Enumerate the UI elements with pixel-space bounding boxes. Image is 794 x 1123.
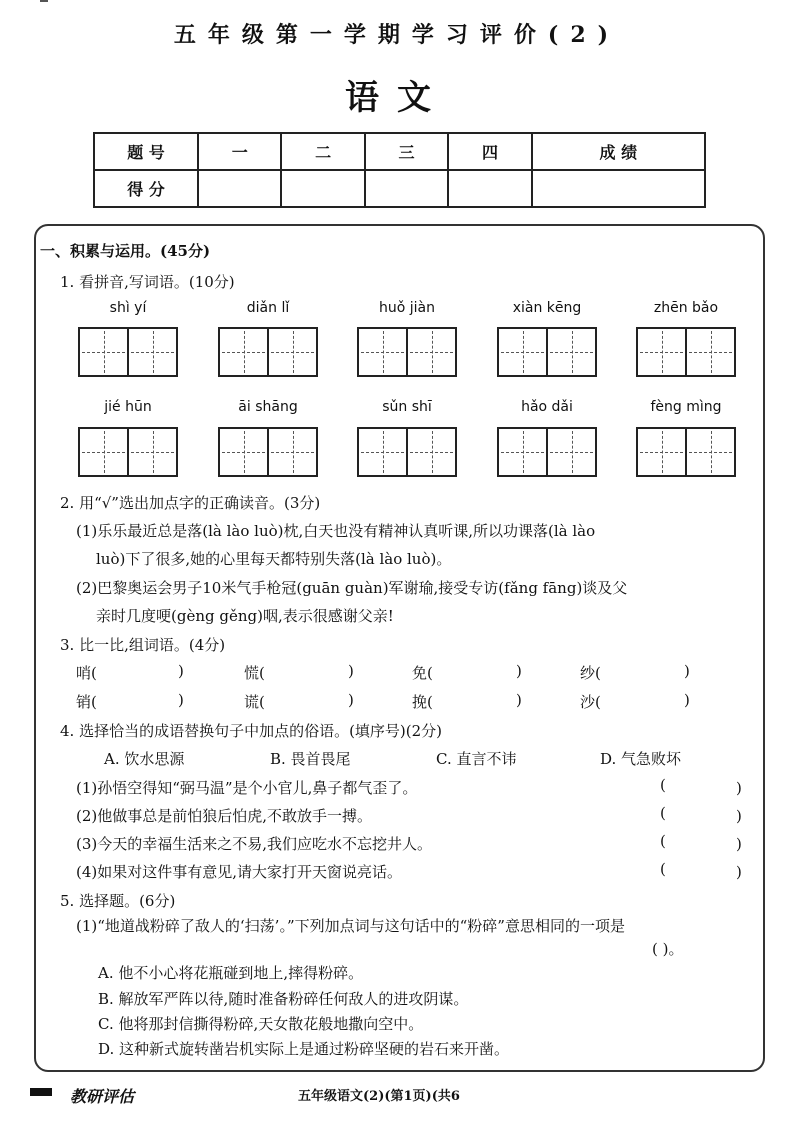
q3-title: 3. 比一比,组词语。(4分) bbox=[60, 636, 226, 654]
score-cell[interactable] bbox=[532, 170, 705, 207]
score-table-header-row bbox=[94, 133, 705, 170]
answer-paren: ( )。 bbox=[652, 940, 684, 958]
q4-item: (4)如果对这件事有意见,请大家打开天窗说亮话。 bbox=[76, 863, 403, 881]
answer-paren-open: ( bbox=[660, 804, 666, 822]
q3-item: 销( bbox=[76, 693, 97, 711]
q4-option: B. 畏首畏尾 bbox=[270, 750, 351, 768]
q3-close-paren: ) bbox=[516, 662, 522, 680]
score-table-score-row bbox=[94, 170, 705, 207]
page-title: 五年级第一学期学习评价(2) bbox=[173, 22, 621, 48]
q4-option: C. 直言不讳 bbox=[436, 750, 517, 768]
score-cell[interactable] bbox=[448, 170, 531, 207]
q2-line: (1)乐乐最近总是落(là lào luò)枕,白天也没有精神认真听课,所以功课落(là lào bbox=[76, 522, 596, 540]
tianzige-answer-box[interactable] bbox=[497, 327, 597, 377]
q3-close-paren: ) bbox=[178, 662, 184, 680]
q2-title: 2. 用“√”选出加点字的正确读音。(3分) bbox=[60, 494, 321, 512]
pinyin-label: huǒ jiàn bbox=[379, 300, 435, 316]
pinyin-label: shì yí bbox=[109, 300, 147, 316]
q5-stem: (1)“地道战粉碎了敌人的‘扫荡’。”下列加点词与这句话中的“粉碎”意思相同的一项是 bbox=[76, 917, 625, 935]
q4-item: (2)他做事总是前怕狼后怕虎,不敢放手一搏。 bbox=[76, 807, 373, 825]
q4-option: A. 饮水思源 bbox=[104, 750, 185, 768]
answer-paren-close: ) bbox=[736, 863, 742, 881]
pinyin-label: sǔn shī bbox=[382, 399, 432, 415]
score-header-total: 成 绩 bbox=[532, 133, 705, 170]
answer-paren-open: ( bbox=[660, 832, 666, 850]
q3-item: 谎( bbox=[244, 693, 265, 711]
tianzige-answer-box[interactable] bbox=[497, 427, 597, 477]
q3-item: 沙( bbox=[580, 693, 601, 711]
tianzige-answer-box[interactable] bbox=[78, 327, 178, 377]
tianzige-answer-box[interactable] bbox=[636, 327, 736, 377]
pinyin-label: āi shāng bbox=[238, 399, 298, 415]
footer-bar-mark bbox=[30, 1088, 52, 1096]
q5-option: C. 他将那封信撕得粉碎,天女散花般地撒向空中。 bbox=[98, 1015, 424, 1033]
q3-close-paren: ) bbox=[684, 691, 690, 709]
subject-title: 语文 bbox=[345, 78, 449, 118]
q3-close-paren: ) bbox=[516, 691, 522, 709]
q5-option: D. 这种新式旋转凿岩机实际上是通过粉碎坚硬的岩石来开凿。 bbox=[98, 1040, 510, 1058]
q5-option: B. 解放军严阵以待,随时准备粉碎任何敌人的进攻阴谋。 bbox=[98, 990, 469, 1008]
pinyin-label: zhēn bǎo bbox=[653, 300, 719, 316]
answer-paren-close: ) bbox=[736, 779, 742, 797]
q3-close-paren: ) bbox=[348, 691, 354, 709]
q3-close-paren: ) bbox=[178, 691, 184, 709]
q4-item: (1)孙悟空得知“弼马温”是个小官儿,鼻子都气歪了。 bbox=[76, 779, 418, 797]
score-header-4: 四 bbox=[448, 133, 531, 170]
q1-title: 1. 看拼音,写词语。(10分) bbox=[60, 273, 235, 291]
tianzige-answer-box[interactable] bbox=[218, 427, 318, 477]
q3-close-paren: ) bbox=[684, 662, 690, 680]
score-table bbox=[93, 132, 706, 208]
q4-item: (3)今天的幸福生活来之不易,我们应吃水不忘挖井人。 bbox=[76, 835, 433, 853]
pinyin-label: xiàn kēng bbox=[512, 300, 582, 316]
scan-mark bbox=[40, 0, 48, 2]
q3-item: 纱( bbox=[580, 664, 601, 682]
section-title: 一、积累与运用。(45分) bbox=[40, 242, 211, 260]
q3-item: 哨( bbox=[76, 664, 97, 682]
score-header-1: 一 bbox=[198, 133, 281, 170]
score-header-label: 题 号 bbox=[94, 133, 198, 170]
q2-line: 亲时几度哽(gèng gěng)咽,表示很感谢父亲! bbox=[96, 607, 394, 625]
q3-item: 慌( bbox=[244, 664, 265, 682]
q3-item: 挽( bbox=[412, 693, 433, 711]
score-row-label: 得 分 bbox=[94, 170, 198, 207]
tianzige-answer-box[interactable] bbox=[218, 327, 318, 377]
pinyin-label: diǎn lǐ bbox=[246, 300, 290, 316]
pinyin-label: fèng mìng bbox=[650, 399, 722, 415]
q4-title: 4. 选择恰当的成语替换句子中加点的俗语。(填序号)(2分) bbox=[60, 722, 443, 740]
q2-line: luò)下了很多,她的心里每天都特别失落(là lào luò)。 bbox=[96, 550, 452, 568]
tianzige-answer-box[interactable] bbox=[636, 427, 736, 477]
q5-title: 5. 选择题。(6分) bbox=[60, 892, 176, 910]
tianzige-answer-box[interactable] bbox=[357, 327, 457, 377]
tianzige-answer-box[interactable] bbox=[78, 427, 178, 477]
score-cell[interactable] bbox=[198, 170, 281, 207]
score-header-3: 三 bbox=[365, 133, 448, 170]
pinyin-label: hǎo dǎi bbox=[521, 399, 573, 415]
answer-paren-close: ) bbox=[736, 835, 742, 853]
q5-option: A. 他不小心将花瓶碰到地上,摔得粉碎。 bbox=[98, 964, 364, 982]
q4-option: D. 气急败坏 bbox=[600, 750, 682, 768]
pinyin-label: jié hūn bbox=[104, 399, 152, 415]
score-cell[interactable] bbox=[365, 170, 448, 207]
answer-paren-open: ( bbox=[660, 860, 666, 878]
answer-paren-open: ( bbox=[660, 776, 666, 794]
q3-item: 免( bbox=[412, 664, 433, 682]
page-number: 五年级语文(2)(第1页)(共6 bbox=[298, 1089, 460, 1104]
publisher-label: 教研评估 bbox=[70, 1087, 135, 1106]
answer-paren-close: ) bbox=[736, 807, 742, 825]
tianzige-answer-box[interactable] bbox=[357, 427, 457, 477]
score-cell[interactable] bbox=[281, 170, 364, 207]
score-header-2: 二 bbox=[281, 133, 364, 170]
q2-line: (2)巴黎奥运会男子10米气手枪冠(guān guàn)军谢瑜,接受专访(fǎng fāng)谈及父 bbox=[76, 579, 628, 597]
q3-close-paren: ) bbox=[348, 662, 354, 680]
